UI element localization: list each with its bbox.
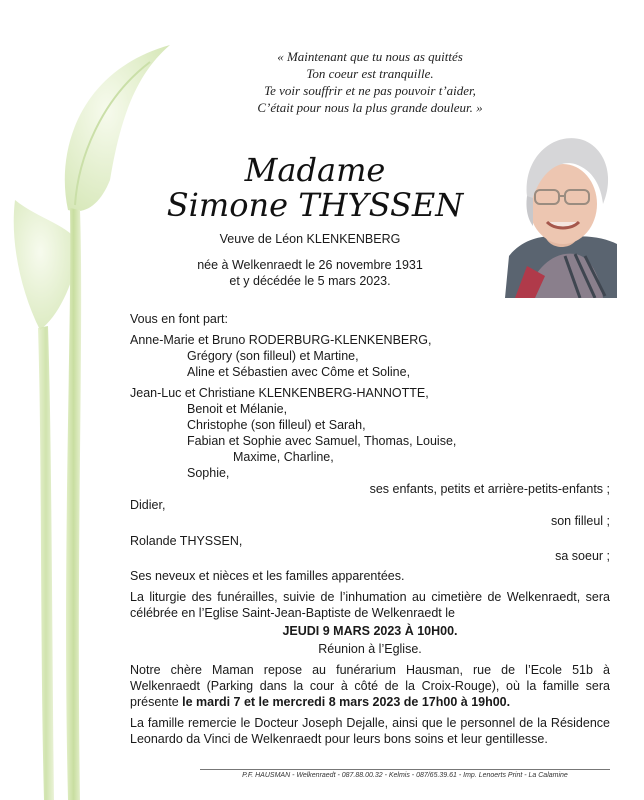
death-line: et y décédée le 5 mars 2023. [229, 274, 391, 288]
family-line: Maxime, Charline, [233, 450, 334, 464]
relation-line: sa soeur ; [555, 549, 610, 563]
relation-line: ses enfants, petits et arrière-petits-enfants ; [369, 482, 610, 496]
quote-line: « Maintenant que tu nous as quittés [277, 49, 463, 64]
relation-line: son filleul ; [550, 514, 610, 528]
ceremony-date-bold: JEUDI 9 MARS 2023 À 10H00. [282, 624, 458, 638]
title-honorific: Madame [244, 151, 386, 189]
intro-text: Vous en font part: [130, 312, 228, 326]
epigraph-quote [200, 48, 540, 116]
family-line: Benoit et Mélanie, [187, 402, 288, 416]
ceremony-date [130, 624, 610, 638]
family-line: Didier, [130, 498, 166, 512]
meeting-text: Réunion à l’Eglise. [318, 642, 422, 656]
footer-divider [200, 769, 610, 770]
widow-of: Veuve de Léon KLENKENBERG [219, 232, 401, 246]
visitation-text [130, 662, 610, 710]
visitation-intro: Notre chère Maman repose au funérarium Hausman, rue de l’Ecole 51b à Welkenraedt (Parking dans la cour à côté de la Croix-Rouge), où la famille sera présente [130, 663, 610, 709]
quote-line: Ton coeur est tranquille. [306, 66, 434, 81]
family-line: Fabian et Sophie avec Samuel, Thomas, Louise, [187, 434, 457, 448]
quote-line: C’était pour nous la plus grande douleur. » [257, 100, 483, 115]
footer-funeral-home: P.F. HAUSMAN - Welkenraedt - 087.88.00.32 - Kelmis - 087/65.39.61 - Imp. Lenoerts Print - La Calamine [242, 772, 568, 779]
title-name: Simone THYSSEN [166, 186, 464, 224]
family-line: Rolande THYSSEN, [130, 534, 243, 548]
family-line: Aline et Sébastien avec Côme et Soline, [187, 365, 411, 379]
family-line: Ses neveux et nièces et les familles apparentées. [130, 569, 405, 583]
visitation-dates: le mardi 7 et le mercredi 8 mars 2023 de 17h00 à 19h00. [182, 695, 511, 709]
family-line: Anne-Marie et Bruno RODERBURG-KLENKENBERG, [130, 333, 432, 347]
portrait-photo [505, 126, 617, 298]
liturgy-text: La liturgie des funérailles, suivie de l’inhumation au cimetière de Welkenraedt, sera célébrée en l’Eglise Saint-Jean-Baptiste de Welkenraedt le [130, 590, 610, 620]
family-line: Grégory (son filleul) et Martine, [187, 349, 359, 363]
birth-death-info [160, 257, 460, 289]
birth-line: née à Welkenraedt le 26 novembre 1931 [197, 258, 423, 272]
family-line: Christophe (son filleul) et Sarah, [187, 418, 366, 432]
quote-line: Te voir souffrir et ne pas pouvoir t’aider, [264, 83, 476, 98]
family-line: Sophie, [187, 466, 230, 480]
thanks-text: La famille remercie le Docteur Joseph Dejalle, ainsi que le personnel de la Résidence Leonardo da Vinci de Welkenraedt pour leurs bons soins et leur gentillesse. [130, 716, 610, 746]
family-line: Jean-Luc et Christiane KLENKENBERG-HANNOTTE, [130, 386, 429, 400]
